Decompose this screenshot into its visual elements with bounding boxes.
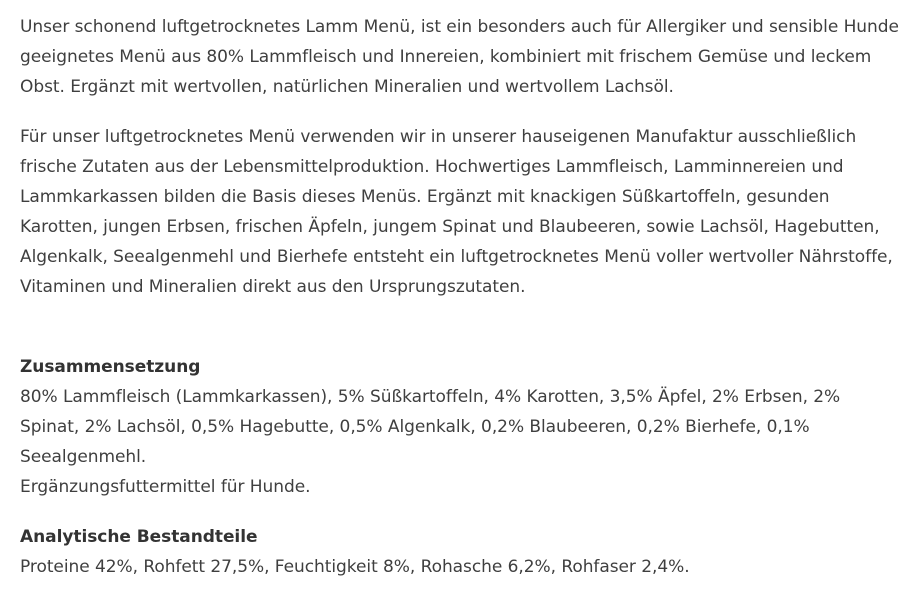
composition-heading: Zusammensetzung bbox=[20, 357, 201, 377]
analysis-section bbox=[20, 522, 900, 582]
intro-paragraph-1: Unser schonend luftgetrocknetes Lamm Menü, ist ein besonders auch für Allergiker und sensible Hunde geeignetes Menü aus 80% Lammfleisch und Innereien, kombiniert mit frischem Gemüse und leckem Obst. Ergänzt mit wertvollen, natürlichen Mineralien und wertvollem Lachsöl. bbox=[20, 17, 899, 97]
analysis-heading: Analytische Bestandteile bbox=[20, 527, 258, 547]
composition-section bbox=[20, 352, 900, 502]
composition-ingredients: 80% Lammfleisch (Lammkarkassen), 5% Süßkartoffeln, 4% Karotten, 3,5% Äpfel, 2% Erbsen, 2% Spinat, 2% Lachsöl, 0,5% Hagebutte, 0,5% Algenkalk, 0,2% Blaubeeren, 0,2% Bierhefe, 0,1% Seealgenmehl. bbox=[20, 387, 841, 467]
composition-product-type: Ergänzungsfuttermittel für Hunde. bbox=[20, 477, 311, 497]
analysis-values: Proteine 42%, Rohfett 27,5%, Feuchtigkeit 8%, Rohasche 6,2%, Rohfaser 2,4%. bbox=[20, 557, 690, 577]
intro-paragraph-2: Für unser luftgetrocknetes Menü verwenden wir in unserer hauseigenen Manufaktur ausschließlich frische Zutaten aus der Lebensmittelproduktion. Hochwertiges Lammfleisch, Lamminnereien und Lammkarkassen bilden die Basis dieses Menüs. Ergänzt mit knackigen Süßkartoffeln, gesunden Karotten, jungen Erbsen, frischen Äpfeln, jungem Spinat und Blaubeeren, sowie Lachsöl, Hagebutten, Algenkalk, Seealgenmehl und Bierhefe entsteht ein luftgetrocknetes Menü voller wertvoller Nährstoffe, Vitaminen und Mineralien direkt aus den Ursprungszutaten. bbox=[20, 127, 893, 297]
